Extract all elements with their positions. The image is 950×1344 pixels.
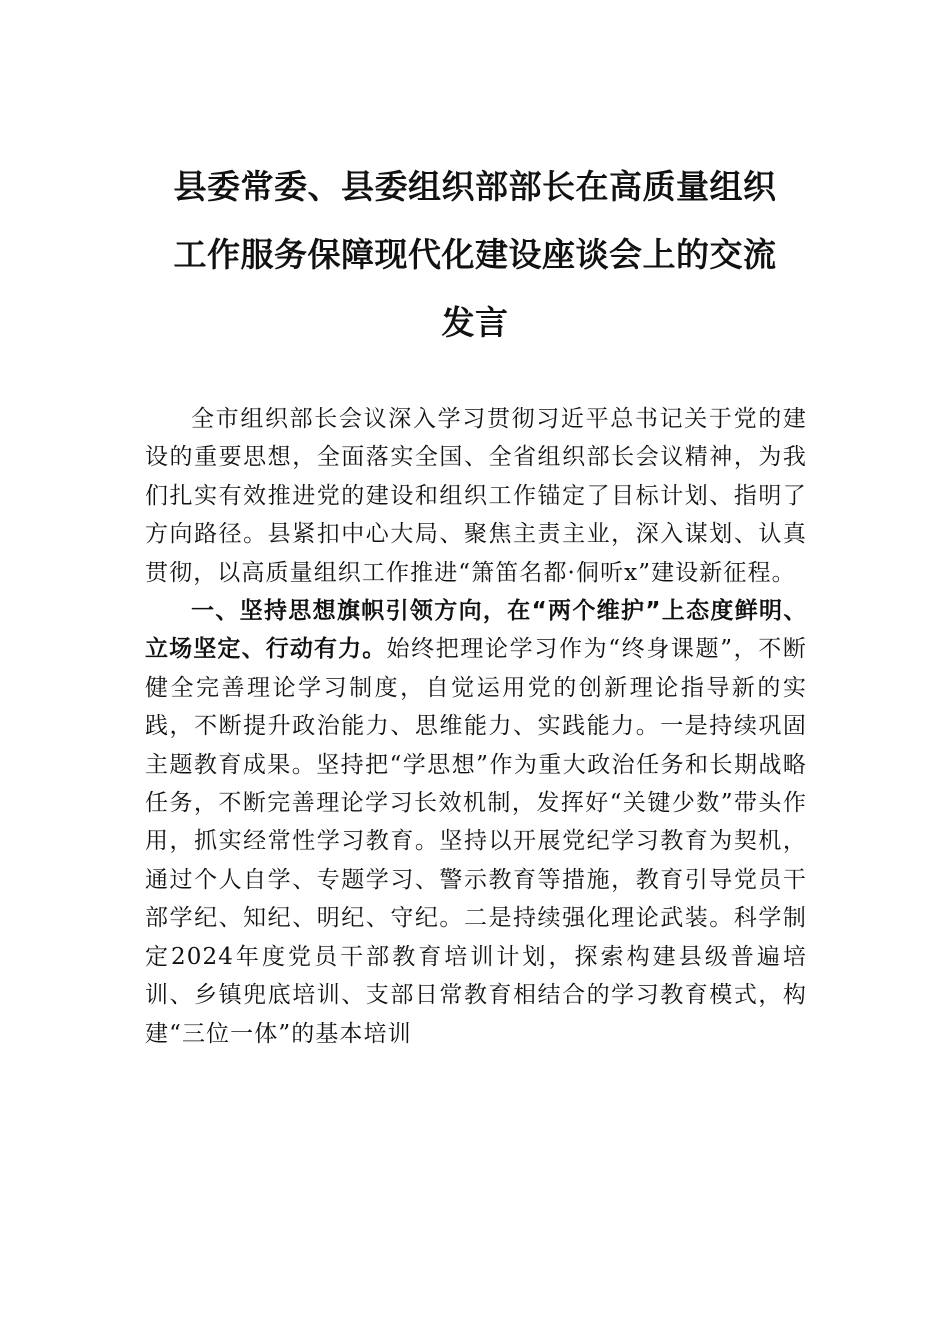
- section-one-text: 始终把理论学习作为“终身课题”，不断健全完善理论学习制度，自觉运用党的创新理论指导新的实践，不断提升政治能力、思维能力、实践能力。一是持续巩固主题教育成果。坚持把“学思想”作为重大政治任务和长期战略任务，不断完善理论学习长效机制，发挥好“关键少数”带头作用，抓实经常性学习教育。坚持以开展党纪学习教育为契机，通过个人自学、专题学习、警示教育等措施，教育引导党员干部学纪、知纪、明纪、守纪。二是持续强化理论武装。科学制定2024年度党员干部教育培训计划，探索构建县级普遍培训、乡镇兜底培训、支部日常教育相结合的学习教育模式，构建“三位一体”的基本培训: [145, 636, 807, 1047]
- section-one-paragraph: [145, 592, 807, 1053]
- title-line-1: 县委常委、县委组织部部长在高质量组织: [173, 167, 777, 206]
- section-one-heading: 一、坚持思想旗帜引领方向，在“两个维护”上态度鲜明、立场坚定、行动有力。: [145, 598, 807, 663]
- intro-paragraph-text: 全市组织部长会议深入学习贯彻习近平总书记关于党的建设的重要思想，全面落实全国、全省组织部长会议精神，为我们扎实有效推进党的建设和组织工作锚定了目标计划、指明了方向路径。县紧扣中心大局、聚焦主责主业，深入谋划、认真贯彻，以高质量组织工作推进“箫笛名都·侗听x”建设新征程。: [145, 406, 807, 586]
- document-title: [145, 153, 805, 357]
- title-line-2: 工作服务保障现代化建设座谈会上的交流: [173, 235, 777, 274]
- intro-paragraph: [145, 400, 807, 592]
- document-body: [145, 400, 807, 1053]
- title-line-3: 发言: [441, 303, 509, 342]
